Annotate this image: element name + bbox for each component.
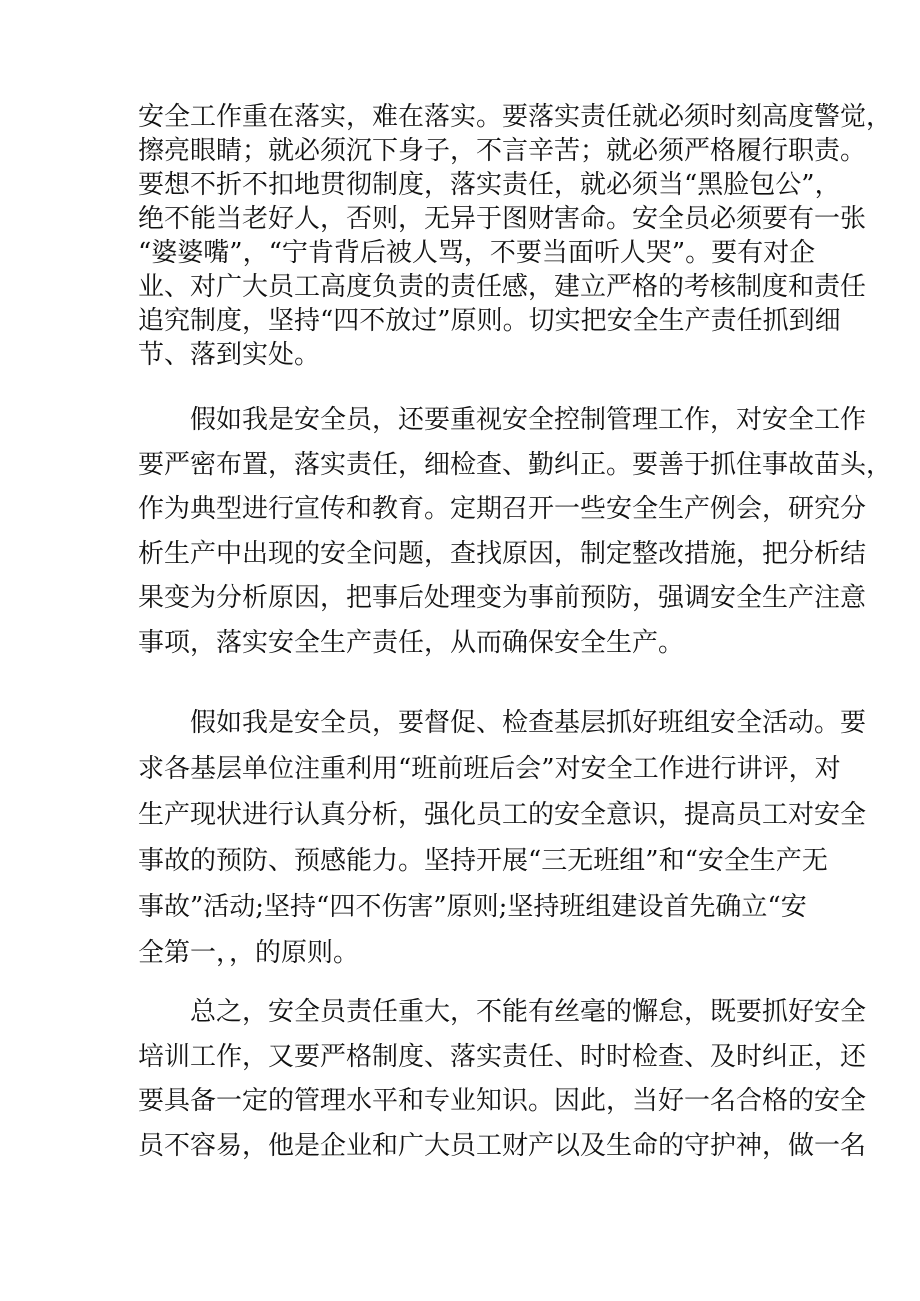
paragraph-1 xyxy=(138,100,893,372)
text-line: 业、对广大员工高度负责的责任感，建立严格的考核制度和责任 xyxy=(138,272,867,302)
text-line: 绝不能当老好人，否则，无异于图财害命。安全员必须要有一张 xyxy=(138,204,867,234)
text-line: 要想不折不扣地贯彻制度，落实责任，就必须当“黑脸包公”， xyxy=(138,170,841,200)
text-line: 全第一，，的原则。 xyxy=(138,938,360,968)
text-line: 擦亮眼睛；就必须沉下身子，不言辛苦；就必须严格履行职责。 xyxy=(138,136,867,166)
text-line: 析生产中出现的安全问题，查找原因，制定整改措施，把分析结 xyxy=(138,538,867,569)
text-line: 事故”活动;坚持“四不伤害”原则;坚持班组建设首先确立“安 xyxy=(138,892,807,922)
paragraph-4 xyxy=(138,990,867,1168)
paragraph-2 xyxy=(138,398,893,665)
text-line: “婆婆嘴”，“宁肯背后被人骂，不要当面听人哭”。要有对企 xyxy=(138,238,816,268)
paragraph-3 xyxy=(138,700,867,976)
text-line: 事项，落实安全生产责任，从而确保安全生产。 xyxy=(138,627,685,658)
text-line: 作为典型进行宣传和教育。定期召开一些安全生产例会，研究分 xyxy=(138,494,867,524)
text-line: 节、落到实处。 xyxy=(138,340,321,370)
text-line: 追究制度，坚持“四不放过”原则。切实把安全生产责任抓到细 xyxy=(138,306,841,336)
text-line: 求各基层单位注重利用“班前班后会”对安全工作进行讲评，对 xyxy=(138,754,841,784)
text-line: 员不容易，他是企业和广大员工财产以及生命的守护神，做一名 xyxy=(138,1130,867,1161)
text-line: 生产现状进行认真分析，强化员工的安全意识，提高员工对安全 xyxy=(138,800,867,830)
text-line: 假如我是安全员，要督促、检查基层抓好班组安全活动。要 xyxy=(138,708,867,738)
text-line: 安全工作重在落实，难在落实。要落实责任就必须时刻高度警觉， xyxy=(138,102,893,132)
text-line: 事故的预防、预感能力。坚持开展“三无班组”和“安全生产无 xyxy=(138,846,828,876)
text-line: 要严密布置，落实责任，细检查、勤纠正。要善于抓住事故苗头， xyxy=(138,449,893,480)
text-line: 总之，安全员责任重大，不能有丝毫的懈怠，既要抓好安全 xyxy=(138,997,867,1027)
text-line: 果变为分析原因，把事后处理变为事前预防，强调安全生产注意 xyxy=(138,583,867,613)
text-line: 要具备一定的管理水平和专业知识。因此，当好一名合格的安全 xyxy=(138,1086,867,1116)
text-line: 假如我是安全员，还要重视安全控制管理工作，对安全工作 xyxy=(138,405,867,435)
text-line: 培训工作，又要严格制度、落实责任、时时检查、及时纠正，还 xyxy=(138,1041,867,1072)
